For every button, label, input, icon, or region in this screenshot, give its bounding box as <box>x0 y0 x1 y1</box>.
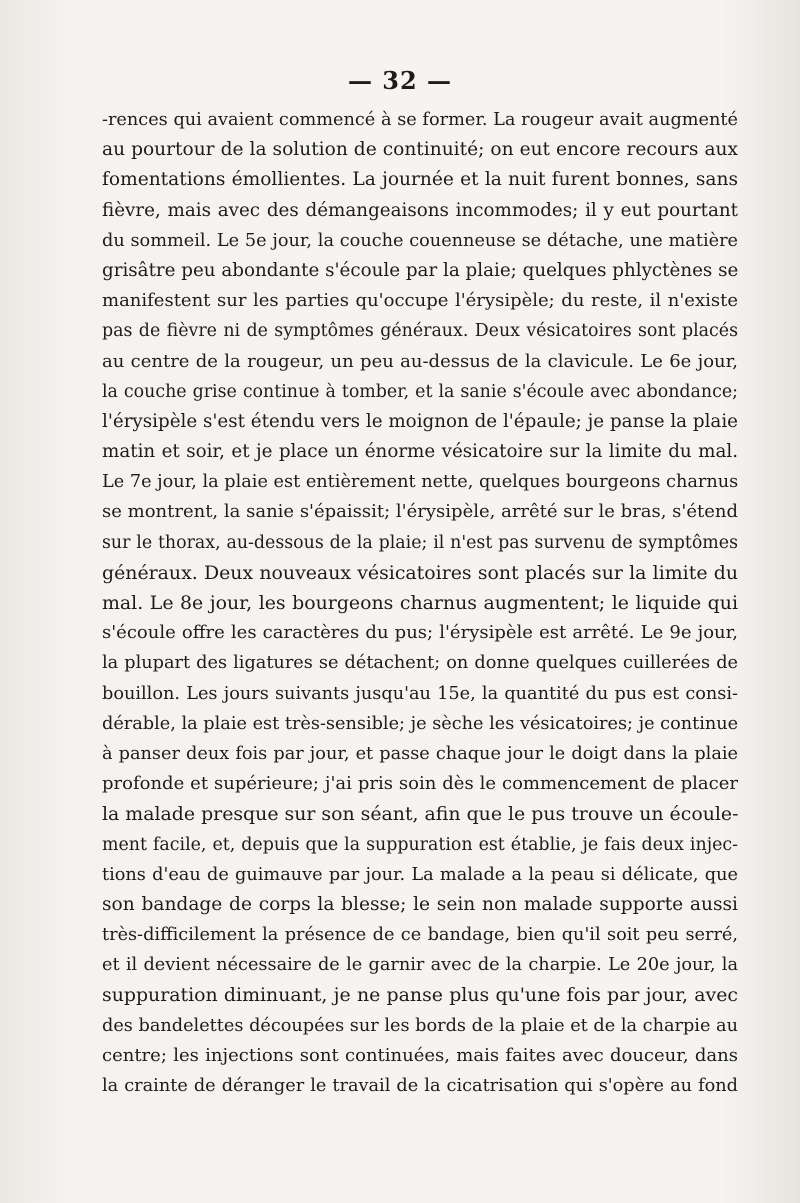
text-line: du sommeil. Le 5e jour, la couche couenneuse se détache, une matière <box>102 230 738 251</box>
text-line: se montrent, la sanie s'épaissit; l'érysipèle, arrêté sur le bras, s'étend <box>102 501 738 523</box>
text-line: à panser deux fois par jour, et passe chaque jour le doigt dans la plaie <box>102 743 738 764</box>
text-line: ment facile, et, depuis que la suppuration est établie, je fais deux injec- <box>102 834 738 855</box>
text-line: au centre de la rougeur, un peu au-dessus de la clavicule. Le 6e jour, <box>102 350 738 372</box>
text-line: grisâtre peu abondante s'écoule par la plaie; quelques phlyctènes se <box>102 259 738 281</box>
text-line: -rences qui avaient commencé à se former. La rougeur avait augmenté <box>102 110 738 130</box>
text-line: profonde et supérieure; j'ai pris soin dès le commencement de placer <box>102 773 738 795</box>
text-line: la plupart des ligatures se détachent; on donne quelques cuillerées de <box>102 653 738 674</box>
text-line: pas de fièvre ni de symptômes généraux. Deux vésicatoires sont placés <box>102 321 738 342</box>
text-line: la crainte de déranger le travail de la cicatrisation qui s'opère au fond <box>102 1076 738 1096</box>
text-line: bouillon. Les jours suivants jusqu'au 15e, la quantité du pus est consi- <box>102 683 738 704</box>
text-line: et il devient nécessaire de le garnir avec de la charpie. Le 20e jour, la <box>102 955 738 976</box>
text-line: l'érysipèle s'est étendu vers le moignon de l'épaule; je panse la plaie <box>102 410 738 432</box>
text-line: sur le thorax, au-dessous de la plaie; il n'est pas survenu de symptômes <box>102 532 738 553</box>
text-line: généraux. Deux nouveaux vésicatoires sont placés sur la limite du <box>102 561 738 584</box>
text-line: mal. Le 8e jour, les bourgeons charnus augmentent; le liquide qui <box>102 592 738 614</box>
text-line: manifestent sur les parties qu'occupe l'érysipèle; du reste, il n'existe <box>102 290 738 312</box>
text-line: très-difficilement la présence de ce bandage, bien qu'il soit peu serré, <box>102 925 738 946</box>
text-line: son bandage de corps la blesse; le sein non malade supporte aussi <box>102 893 738 915</box>
page-number: — 32 — <box>347 66 453 95</box>
text-line: s'écoule offre les caractères du pus; l'érysipèle est arrêté. Le 9e jour, <box>102 622 738 644</box>
body-text <box>102 105 738 1101</box>
text-line: matin et soir, et je place un énorme vésicatoire sur la limite du mal. <box>102 441 738 463</box>
text-line: fièvre, mais avec des démangeaisons incommodes; il y eut pourtant <box>102 199 738 221</box>
text-line: la couche grise continue à tomber, et la sanie s'écoule avec abondance; <box>102 381 738 402</box>
text-line: Le 7e jour, la plaie est entièrement nette, quelques bourgeons charnus <box>102 472 738 493</box>
text-line: la malade presque sur son séant, afin que le pus trouve un écoule- <box>102 803 738 826</box>
text-line: suppuration diminuant, je ne panse plus qu'une fois par jour, avec <box>102 984 738 1007</box>
text-line: fomentations émollientes. La journée et la nuit furent bonnes, sans <box>102 169 738 191</box>
text-line: dérable, la plaie est très-sensible; je sèche les vésicatoires; je continue <box>102 713 738 734</box>
text-line: centre; les injections sont continuées, mais faites avec douceur, dans <box>102 1044 738 1066</box>
text-line: au pourtour de la solution de continuité; on eut encore recours aux <box>102 139 738 161</box>
text-line: tions d'eau de guimauve par jour. La malade a la peau si délicate, que <box>102 864 738 885</box>
text-line: des bandelettes découpées sur les bords de la plaie et de la charpie au <box>102 1015 738 1036</box>
